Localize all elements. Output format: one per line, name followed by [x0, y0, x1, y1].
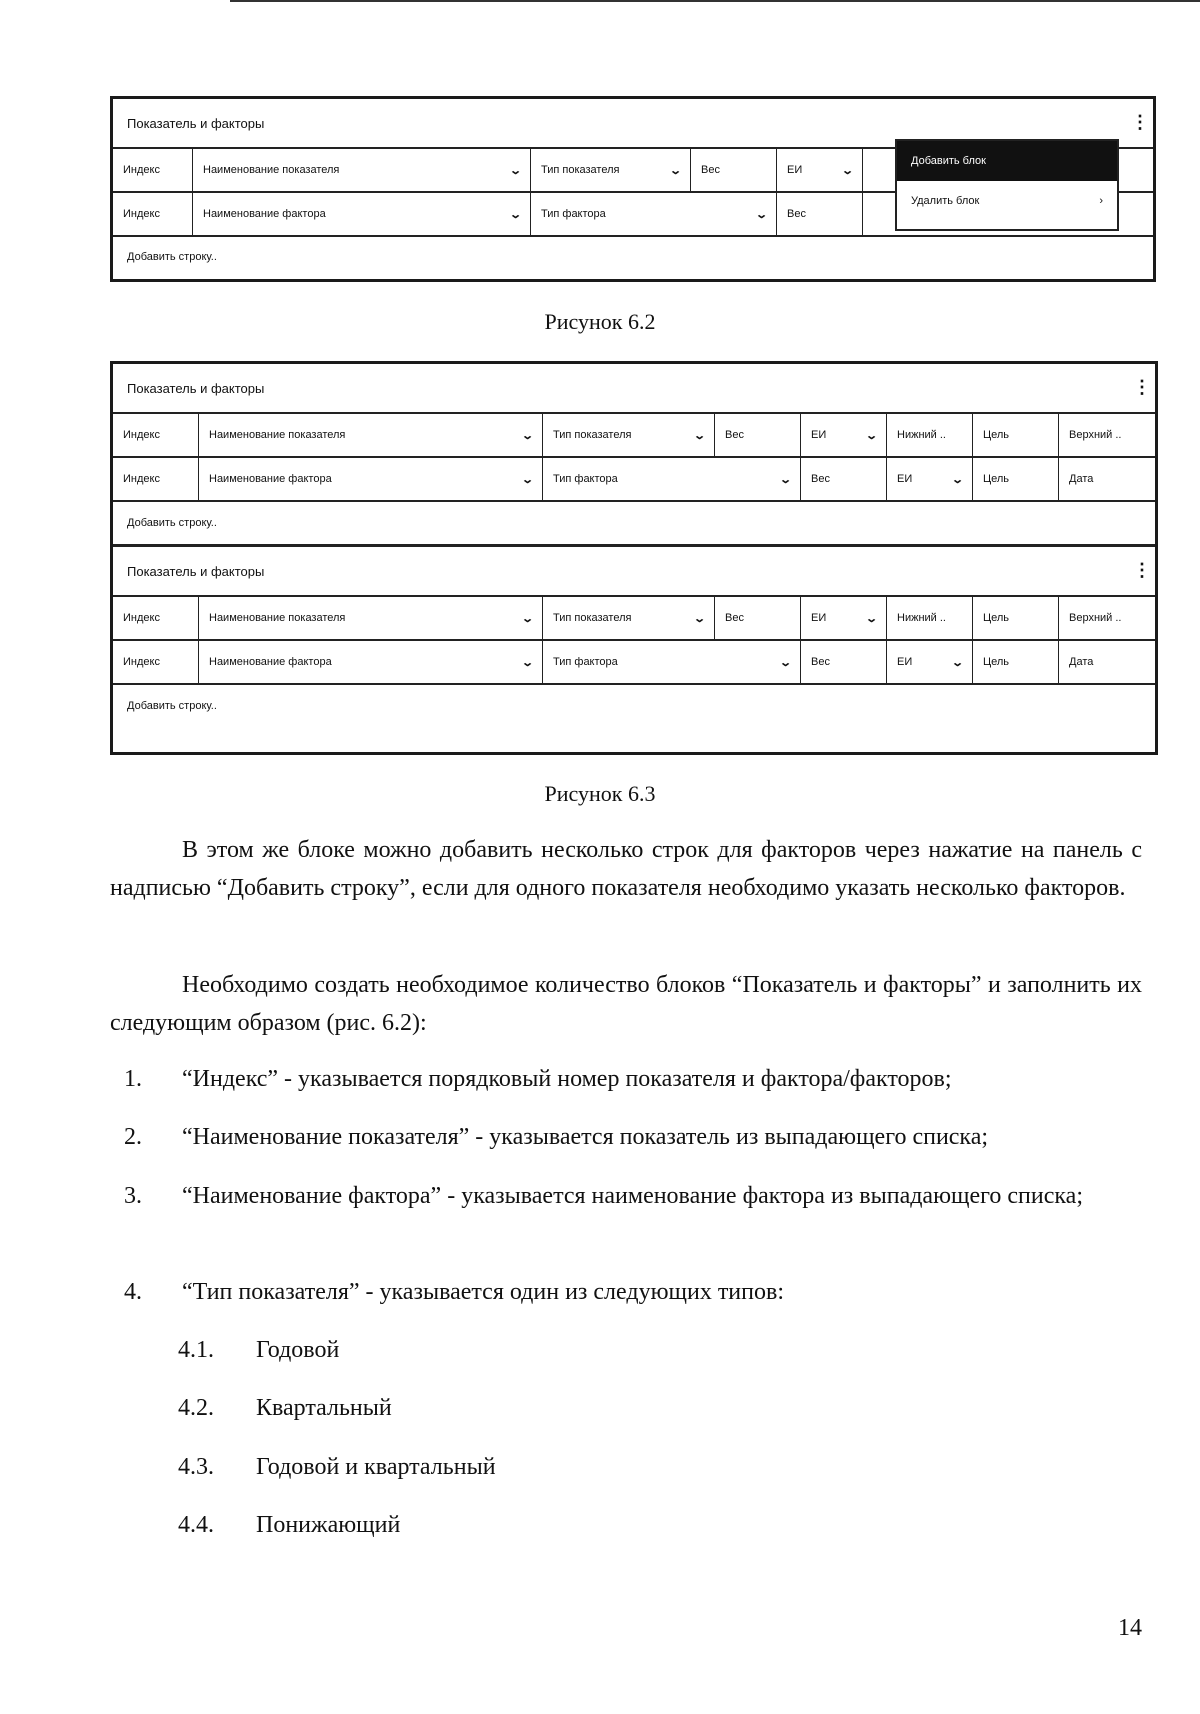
- indicator-type-select[interactable]: Тип показателя ⌄: [543, 597, 715, 639]
- chevron-down-icon: ⌄: [950, 473, 964, 486]
- weight-field[interactable]: Вес: [801, 458, 887, 500]
- page-number: 14: [1118, 1615, 1142, 1641]
- chevron-down-icon: ⌄: [520, 473, 534, 486]
- weight-field[interactable]: Вес: [691, 149, 777, 191]
- block-header: [113, 547, 1155, 597]
- figure-6-2-caption: Рисунок 6.2: [544, 309, 656, 334]
- indicator-row: [113, 597, 1155, 641]
- factor-name-select[interactable]: Наименование фактора ⌄: [199, 458, 543, 500]
- index-field[interactable]: Индекс: [113, 458, 199, 500]
- block-header: [113, 364, 1155, 414]
- target-field[interactable]: Цель: [973, 641, 1059, 683]
- block-title: Показатель и факторы: [127, 115, 265, 131]
- block-context-menu: [895, 139, 1119, 231]
- paragraph-add-rows: В этом же блоке можно добавить несколько строк для факторов через нажатие на панель с надписью “Добавить строку”, если для одного показателя необходимо указать несколько факторов.: [110, 837, 1142, 901]
- unit-select[interactable]: ЕИ ⌄: [801, 597, 887, 639]
- add-row-button[interactable]: Добавить строку..: [127, 700, 217, 712]
- lower-bound-field[interactable]: Нижний ..: [887, 597, 973, 639]
- chevron-down-icon: ⌄: [520, 656, 534, 669]
- page-top-border: [230, 0, 1200, 2]
- unit-select[interactable]: ЕИ ⌄: [801, 414, 887, 456]
- chevron-down-icon: ⌄: [692, 429, 706, 442]
- add-row-button[interactable]: Добавить строку..: [127, 251, 217, 263]
- delete-block-menu-item[interactable]: Удалить блок ›: [911, 195, 1103, 207]
- indicator-name-select[interactable]: Наименование показателя ⌄: [193, 149, 531, 191]
- unit-select[interactable]: ЕИ ⌄: [887, 458, 973, 500]
- chevron-down-icon: ⌄: [520, 429, 534, 442]
- chevron-down-icon: ⌄: [692, 612, 706, 625]
- chevron-down-icon: ⌄: [668, 164, 682, 177]
- chevron-down-icon: ⌄: [778, 473, 792, 486]
- chevron-right-icon: ›: [1099, 195, 1103, 207]
- more-vert-icon[interactable]: ⋮: [1131, 112, 1149, 132]
- block-title: Показатель и факторы: [127, 563, 265, 579]
- chevron-down-icon: ⌄: [950, 656, 964, 669]
- unit-select[interactable]: ЕИ ⌄: [777, 149, 863, 191]
- index-field[interactable]: Индекс: [113, 193, 193, 235]
- factor-row: [113, 641, 1155, 685]
- chevron-down-icon: ⌄: [864, 429, 878, 442]
- lower-bound-field[interactable]: Нижний ..: [887, 414, 973, 456]
- figure-6-3-screenshot: [110, 361, 1158, 755]
- target-field[interactable]: Цель: [973, 414, 1059, 456]
- chevron-down-icon: ⌄: [508, 164, 522, 177]
- chevron-down-icon: ⌄: [778, 656, 792, 669]
- weight-field[interactable]: Вес: [715, 414, 801, 456]
- add-row-button[interactable]: Добавить строку..: [127, 517, 217, 529]
- upper-bound-field[interactable]: Верхний ..: [1069, 612, 1122, 624]
- factor-row: [113, 458, 1155, 502]
- factor-name-select[interactable]: Наименование фактора ⌄: [199, 641, 543, 683]
- index-field[interactable]: Индекс: [113, 149, 193, 191]
- weight-field[interactable]: Вес: [801, 641, 887, 683]
- more-vert-icon[interactable]: ⋮: [1133, 377, 1151, 397]
- chevron-down-icon: ⌄: [520, 612, 534, 625]
- indicator-type-select[interactable]: Тип показателя ⌄: [543, 414, 715, 456]
- indicator-type-select[interactable]: Тип показателя ⌄: [531, 149, 691, 191]
- indicator-factor-block: [113, 364, 1155, 547]
- index-field[interactable]: Индекс: [113, 597, 199, 639]
- index-field[interactable]: Индекс: [113, 414, 199, 456]
- date-field[interactable]: Дата: [1069, 473, 1094, 485]
- date-field[interactable]: Дата: [1069, 656, 1094, 668]
- upper-bound-field[interactable]: Верхний ..: [1069, 429, 1122, 441]
- unit-select[interactable]: ЕИ ⌄: [887, 641, 973, 683]
- chevron-down-icon: ⌄: [754, 208, 768, 221]
- indicator-row: [113, 414, 1155, 458]
- weight-field[interactable]: Вес: [715, 597, 801, 639]
- more-vert-icon[interactable]: ⋮: [1133, 560, 1151, 580]
- paragraph-create-blocks: Необходимо создать необходимое количество блоков “Показатель и факторы” и заполнить их следующим образом (рис. 6.2):: [110, 972, 1142, 1036]
- indicator-name-select[interactable]: Наименование показателя ⌄: [199, 414, 543, 456]
- target-field[interactable]: Цель: [973, 458, 1059, 500]
- block-title: Показатель и факторы: [127, 380, 265, 396]
- factor-type-select[interactable]: Тип фактора ⌄: [543, 641, 801, 683]
- add-block-menu-item[interactable]: Добавить блок: [897, 141, 1117, 181]
- figure-6-3-caption: Рисунок 6.3: [544, 781, 656, 806]
- chevron-down-icon: ⌄: [864, 612, 878, 625]
- factor-name-select[interactable]: Наименование фактора ⌄: [193, 193, 531, 235]
- indicator-factor-block: [113, 547, 1155, 727]
- target-field[interactable]: Цель: [973, 597, 1059, 639]
- factor-type-select[interactable]: Тип фактора ⌄: [531, 193, 777, 235]
- index-field[interactable]: Индекс: [113, 641, 199, 683]
- figure-6-2-screenshot: [110, 96, 1156, 282]
- weight-field[interactable]: Вес: [777, 193, 863, 235]
- indicator-name-select[interactable]: Наименование показателя ⌄: [199, 597, 543, 639]
- chevron-down-icon: ⌄: [840, 164, 854, 177]
- chevron-down-icon: ⌄: [508, 208, 522, 221]
- factor-type-select[interactable]: Тип фактора ⌄: [543, 458, 801, 500]
